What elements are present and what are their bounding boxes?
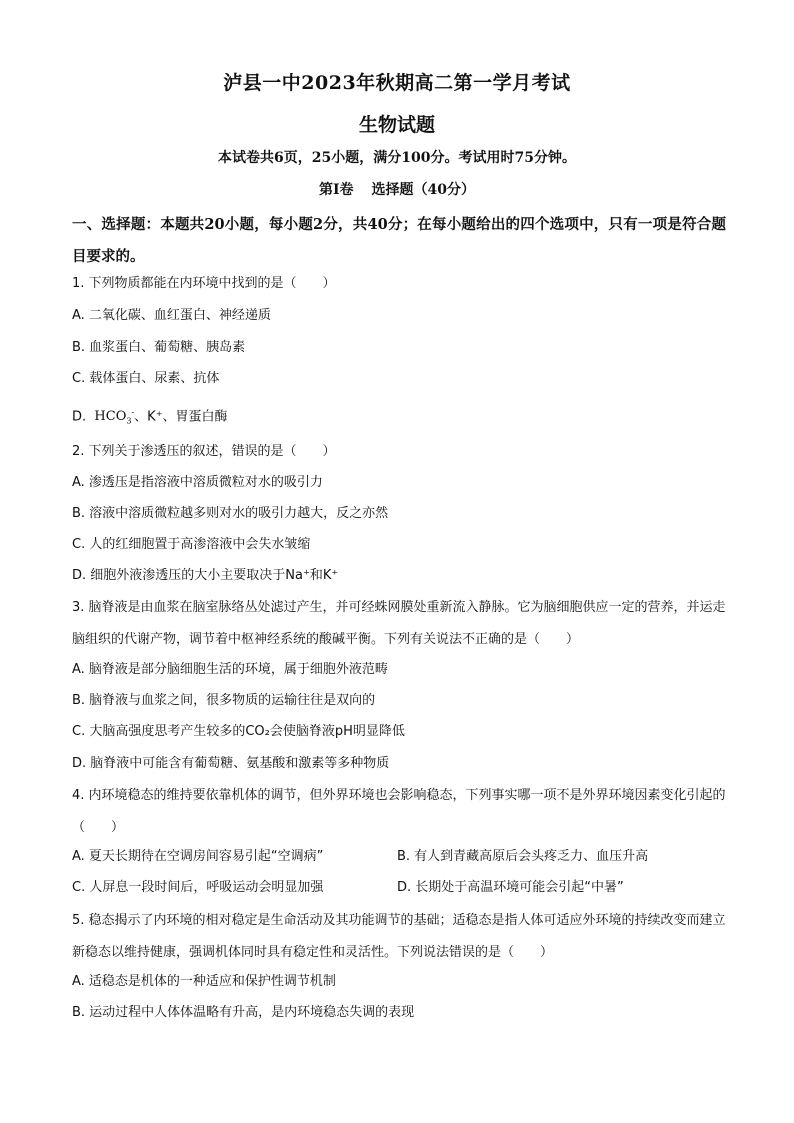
question-3-option-b: B. 脑脊液与血浆之间，很多物质的运输往往是双向的	[72, 693, 376, 708]
question-1-option-d	[72, 404, 228, 431]
question-1-option-b: B. 血浆蛋白、葡萄糖、胰岛素	[72, 340, 246, 355]
question-1-option-a: A. 二氧化碳、血红蛋白、神经递质	[72, 308, 271, 323]
question-4-option-b: B. 有人到青藏高原后会头疼乏力、血压升高	[397, 849, 649, 864]
section-instructions: 一、选择题：本题共20小题，每小题2分，共40分；在每小题给出的四个选项中，只有一项是符合题目要求的。	[72, 216, 726, 265]
question-2-option-d: D. 细胞外液渗透压的大小主要取决于Na⁺和K⁺	[72, 568, 339, 583]
formula-subscript: 3	[126, 416, 132, 426]
formula-superscript: -	[131, 408, 135, 417]
question-5-stem: 5. 稳态揭示了内环境的相对稳定是生命活动及其功能调节的基础；适稳态是指人体可适应外环境的持续改变而建立新稳态以维持健康，强调机体同时具有稳定性和灵活性。下列说法错误的是（ ）	[72, 913, 726, 960]
question-5-option-a: A. 适稳态是机体的一种适应和保护性调节机制	[72, 974, 336, 989]
volume-label: 第Ⅰ卷	[318, 182, 354, 198]
question-1-option-c: C. 载体蛋白、尿素、抗体	[72, 371, 220, 386]
option-d-rest: 、K⁺、胃蛋白酶	[134, 409, 228, 425]
exam-info: 本试卷共6页，25小题，满分100分。考试用时75分钟。	[218, 150, 576, 166]
question-2-option-c: C. 人的红细胞置于高渗溶液中会失水皱缩	[72, 537, 311, 552]
question-4-option-c: C. 人屏息一段时间后，呼吸运动会明显加强	[72, 880, 324, 895]
volume-heading	[0, 180, 794, 200]
question-3-option-c: C. 大脑高强度思考产生较多的CO₂会使脑脊液pH明显降低	[72, 724, 405, 739]
question-1-stem: 1. 下列物质都能在内环境中找到的是（ ）	[72, 276, 336, 291]
question-4-option-d: D. 长期处于高温环境可能会引起“中暑”	[397, 880, 624, 895]
question-2-stem: 2. 下列关于渗透压的叙述，错误的是（ ）	[72, 444, 336, 459]
exam-title: 泸县一中2023年秋期高二第一学月考试	[223, 72, 571, 94]
volume-name: 选择题（40分）	[371, 182, 476, 198]
option-d-prefix: D.	[72, 409, 87, 425]
question-2-option-b: B. 溶液中溶质微粒越多则对水的吸引力越大，反之亦然	[72, 506, 389, 521]
formula-base: HCO	[94, 409, 127, 425]
bicarbonate-formula	[94, 409, 134, 424]
question-5-option-b: B. 运动过程中人体体温略有升高，是内环境稳态失调的表现	[72, 1005, 415, 1020]
question-3-option-a: A. 脑脊液是部分脑细胞生活的环境，属于细胞外液范畴	[72, 662, 388, 677]
question-4-stem: 4. 内环境稳态的维持要依靠机体的调节，但外界环境也会影响稳态，下列事实哪一项不是外界环境因素变化引起的（ ）	[72, 788, 726, 835]
question-2-option-a: A. 渗透压是指溶液中溶质微粒对水的吸引力	[72, 475, 323, 490]
question-4-option-a: A. 夏天长期待在空调房间容易引起“空调病”	[72, 849, 324, 864]
question-3-option-d: D. 脑脊液中可能含有葡萄糖、氨基酸和激素等多种物质	[72, 756, 390, 771]
question-3-stem: 3. 脑脊液是由血浆在脑室脉络丛处滤过产生，并可经蛛网膜处重新流入静脉。它为脑细胞供应一定的营养，并运走脑组织的代谢产物，调节着中枢神经系统的酸碱平衡。下列有关说法不正确的是（ ）	[72, 600, 726, 647]
subject-title: 生物试题	[358, 114, 435, 136]
